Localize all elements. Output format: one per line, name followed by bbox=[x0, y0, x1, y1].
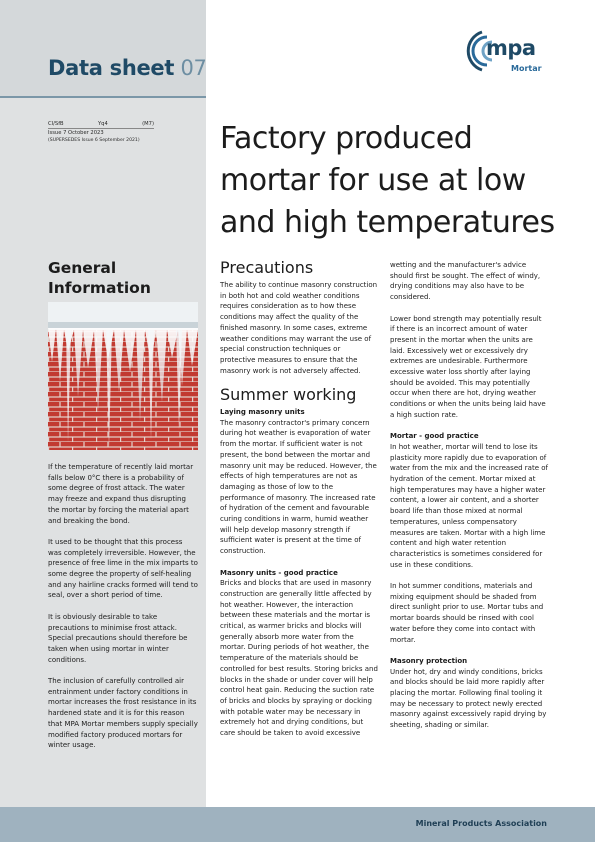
data-sheet-number: 07 bbox=[180, 56, 207, 80]
sidebar-paragraph: It used to be thought that this process was completely irreversible. However, the presence of free lime in the mix imparts to some degree the property of self-healing and any hairline cracks formed will tend to seal, over a short period of time. bbox=[48, 537, 198, 600]
mortar-good-practice-heading: Mortar - good practice bbox=[390, 432, 479, 441]
logo-brand-text: mpa bbox=[486, 36, 536, 60]
heading-line-2: Information bbox=[48, 279, 151, 297]
document-meta bbox=[48, 120, 198, 145]
meta-issue: Issue 7 October 2023 bbox=[48, 130, 104, 136]
data-sheet-title bbox=[48, 56, 207, 80]
continued-text: wetting and the manufacturer's advice should first be sought. The effect of windy, drying conditions may also have to be considered. bbox=[390, 261, 541, 302]
masonry-units-good-practice-heading: Masonry units - good practice bbox=[220, 568, 338, 577]
laying-masonry-units-heading: Laying masonry units bbox=[220, 408, 305, 417]
data-sheet-label: Data sheet bbox=[48, 56, 175, 80]
footer-bar bbox=[0, 807, 595, 842]
bond-strength-text: Lower bond strength may potentially result if there is an incorrect amount of water present in the mortar when the units are laid. Excessively wet or excessively dry extremes are undesirable. Furthermore excessive water loss shortly after laying should be avoided. This may potentially occur when there are hot, drying weather conditions or when the units being laid have a high suction rate. bbox=[390, 314, 546, 419]
logo-subtitle: Mortar bbox=[511, 64, 542, 73]
header-band bbox=[0, 0, 206, 98]
meta-code-yq4: Yq4 bbox=[97, 121, 108, 127]
precautions-heading: Precautions bbox=[220, 258, 314, 277]
title-line-3: and high temperatures bbox=[220, 205, 555, 240]
general-information-text bbox=[48, 462, 198, 762]
page-title bbox=[220, 118, 570, 244]
mortar-good-practice-text: In hot weather, mortar will tend to lose its plasticity more rapidly due to evaporation of water from the mix and the increased rate of hydration of the cement. Mortar mixed at high temperatures may have a higher water content, a lower air content, and a shorter board life than those mixed at normal temperatures, unless compensatory measures are taken. Mortar with a high lime content and high water retention characteristics is sometimes considered for use in these conditions. bbox=[390, 442, 548, 569]
content-column-2 bbox=[390, 260, 548, 742]
precautions-text: The ability to continue masonry construction in both hot and cold weather conditions requires consideration as to how these conditions may affect the quality of the finished masonry. In some cases, extreme weather conditions may warrant the use of special construction techniques or protective measures to ensure that the masonry work is not adversely affected. bbox=[220, 281, 378, 375]
masonry-units-good-practice-text: Bricks and blocks that are used in masonry construction are generally little affected by hot weather. However, the interaction between these materials and the mortar is critical, as warmer bricks and blocks will generally absorb more water from the mortar. During periods of hot weather, the temperature of the materials should be controlled for best results. Storing bricks and blocks in the shade or under cover will help control heat gain. Reducing the suction rate of bricks and blocks by spraying or docking with potable water may be necessary in extremely hot and drying conditions, but care should be taken to avoid excessive bbox=[220, 579, 378, 738]
meta-codes bbox=[48, 120, 154, 129]
heading-line-1: General bbox=[48, 259, 117, 277]
content-column-1 bbox=[220, 258, 378, 749]
meta-supersedes: (SUPERSEDES Issue 6 September 2021) bbox=[48, 138, 140, 143]
frozen-brick-wall-image bbox=[48, 302, 198, 450]
sidebar-paragraph: The inclusion of carefully controlled air entrainment under factory conditions in mortar increases the frost resistance in its hardened state and it is for this reason that MPA Mortar members supply specially modified factory produced mortars for winter usage. bbox=[48, 677, 198, 750]
masonry-protection-text: Under hot, dry and windy conditions, bricks and blocks should be laid more rapidly after placing the mortar. Following final tooling it may be necessary to protect newly erected masonry against excessively rapid drying by sheeting, shading or similar. bbox=[390, 667, 547, 730]
sidebar-paragraph: If the temperature of recently laid mortar falls below 0°C there is a probability of some degree of frost attack. The water may freeze and expand thus disrupting the mortar by forcing the material apart and breaking the bond. bbox=[48, 463, 194, 525]
title-line-2: mortar for use at low bbox=[220, 163, 526, 198]
meta-code-cisfb: CI/SfB bbox=[48, 121, 64, 127]
sidebar-paragraph: It is obviously desirable to take precautions to minimise frost attack. Special precautions should therefore be taken when using mortar in winter conditions. bbox=[48, 612, 188, 664]
general-information-heading bbox=[48, 258, 151, 298]
title-line-1: Factory produced bbox=[220, 121, 473, 156]
summer-working-heading: Summer working bbox=[220, 385, 357, 405]
footer-organisation: Mineral Products Association bbox=[415, 819, 547, 828]
summer-conditions-text: In hot summer conditions, materials and mixing equipment should be shaded from direct sunlight prior to use. Mortar tubs and mortar boards should be rinsed with cool water before they come into contact with mortar. bbox=[390, 582, 544, 644]
meta-code-m7: (M7) bbox=[142, 121, 154, 127]
laying-masonry-units-text: The masonry contractor's primary concern during hot weather is evaporation of water from the mortar. If sufficient water is not present, the bond between the mortar and masonry unit may be reduced. However, the effects of high temperatures are not as damaging as those of low to the performance of masonry. The increased rate of hydration of the cement and favourable curing conditions in warm, humid weather will help develop masonry strength if sufficient water is present at the time of construction. bbox=[220, 418, 377, 556]
masonry-protection-heading: Masonry protection bbox=[390, 656, 468, 665]
